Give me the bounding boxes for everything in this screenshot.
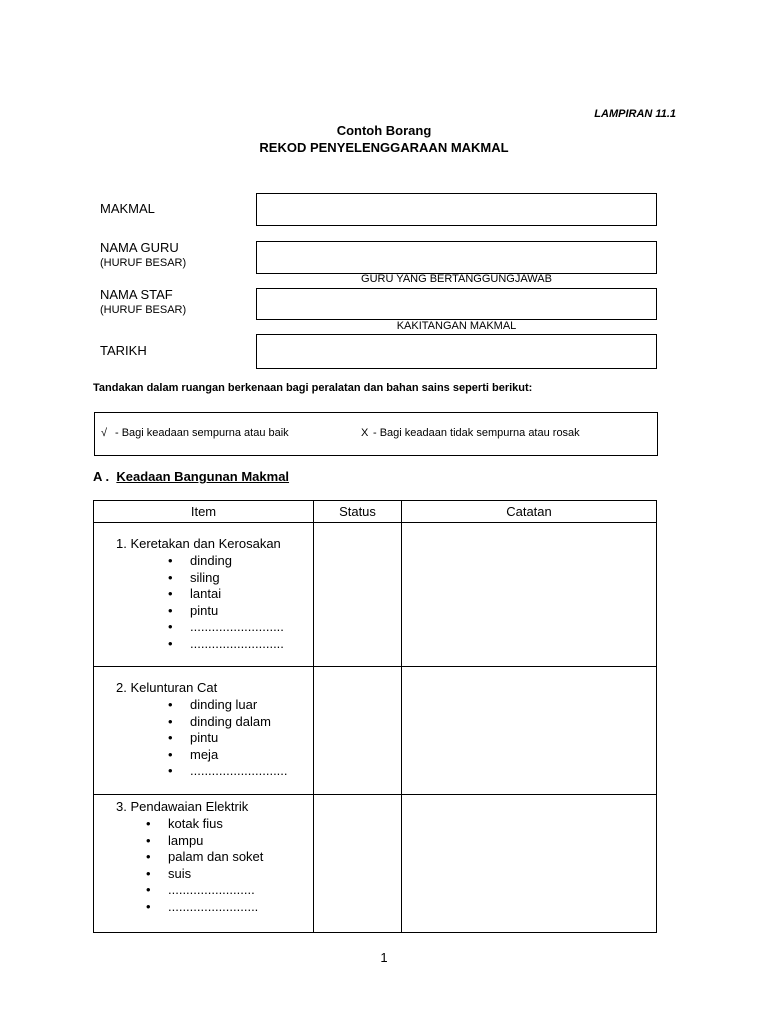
tick-legend-text: - Bagi keadaan sempurna atau baik	[115, 427, 289, 439]
tarikh-field[interactable]	[256, 334, 657, 369]
list-item: • ...........................	[168, 763, 288, 778]
cross-symbol: X	[361, 427, 369, 439]
bullet-icon: •	[146, 865, 151, 881]
list-item: • lantai	[168, 586, 222, 601]
list-item: • siling	[168, 569, 220, 585]
bullet-icon: •	[168, 697, 173, 712]
group-title: 3. Pendawaian Elektrik	[116, 799, 249, 814]
bullet-icon: •	[146, 816, 151, 831]
staf-sublabel: (HURUF BESAR)	[100, 304, 187, 316]
cross-legend-text: - Bagi keadaan tidak sempurna atau rosak	[373, 427, 580, 439]
list-item: • palam dan soket	[146, 849, 264, 864]
form-subtitle: Contoh Borang	[336, 123, 432, 138]
page-number: 1	[380, 950, 388, 965]
guru-caption: GURU YANG BERTANGGUNGJAWAB	[361, 273, 552, 285]
makmal-field[interactable]	[256, 193, 657, 226]
item-cell	[94, 523, 314, 667]
list-item: • meja	[168, 746, 219, 762]
bullet-icon: •	[168, 746, 173, 762]
bullet-icon: •	[146, 832, 151, 848]
table-row	[94, 795, 657, 933]
list-item: • ..........................	[168, 619, 284, 634]
section-a-letter: A .	[93, 469, 110, 484]
item-cell	[94, 667, 314, 795]
status-cell[interactable]	[314, 667, 402, 795]
list-item: • kotak fius	[146, 816, 223, 831]
status-cell[interactable]	[314, 795, 402, 933]
list-item: • suis	[146, 865, 192, 881]
tarikh-label: TARIKH	[100, 343, 147, 358]
catatan-cell[interactable]	[402, 523, 657, 667]
bullet-icon: •	[168, 586, 173, 601]
group-title: 1. Keretakan dan Kerosakan	[116, 536, 281, 551]
bullet-icon: •	[168, 553, 173, 568]
guru-field[interactable]	[256, 241, 657, 274]
bullet-icon: •	[146, 898, 151, 914]
section-a-title: Keadaan Bangunan Makmal	[116, 469, 290, 484]
guru-label: NAMA GURU	[100, 240, 179, 255]
catatan-cell[interactable]	[402, 795, 657, 933]
list-item: • .........................	[146, 898, 259, 914]
bullet-icon: •	[168, 602, 173, 618]
catatan-cell[interactable]	[402, 667, 657, 795]
list-item: • lampu	[146, 832, 204, 848]
staf-label: NAMA STAF	[100, 287, 173, 302]
list-item: • dinding luar	[168, 697, 258, 712]
bullet-icon: •	[168, 569, 173, 585]
table-row	[94, 523, 657, 667]
legend-box	[94, 412, 658, 456]
maintenance-table	[93, 500, 657, 933]
list-item: • pintu	[168, 602, 219, 618]
bullet-icon: •	[168, 635, 173, 651]
group-title: 2. Kelunturan Cat	[116, 680, 218, 695]
makmal-label: MAKMAL	[100, 201, 155, 216]
list-item: • ..........................	[168, 635, 284, 651]
table-row	[94, 667, 657, 795]
bullet-icon: •	[168, 713, 173, 729]
bullet-icon: •	[146, 882, 151, 897]
staf-caption: KAKITANGAN MAKMAL	[396, 320, 517, 332]
bullet-icon: •	[168, 619, 173, 634]
instruction-text: Tandakan dalam ruangan berkenaan bagi peralatan dan bahan sains seperti berikut:	[93, 382, 533, 394]
bullet-icon: •	[168, 730, 173, 745]
col-header-catatan: Catatan	[402, 501, 657, 523]
section-a-heading	[93, 469, 289, 484]
tick-symbol: √	[101, 427, 108, 439]
appendix-label: LAMPIRAN 11.1	[594, 108, 676, 120]
list-item: • dinding dalam	[168, 713, 271, 729]
bullet-icon: •	[168, 763, 173, 778]
item-cell	[94, 795, 314, 933]
guru-sublabel: (HURUF BESAR)	[100, 257, 187, 269]
col-header-item: Item	[94, 501, 314, 523]
form-title: REKOD PENYELENGGARAAN MAKMAL	[259, 140, 509, 155]
list-item: • pintu	[168, 730, 219, 745]
col-header-status: Status	[314, 501, 402, 523]
status-cell[interactable]	[314, 523, 402, 667]
bullet-icon: •	[146, 849, 151, 864]
list-item: • dinding	[168, 553, 232, 568]
list-item: • ........................	[146, 882, 255, 897]
staf-field[interactable]	[256, 288, 657, 320]
